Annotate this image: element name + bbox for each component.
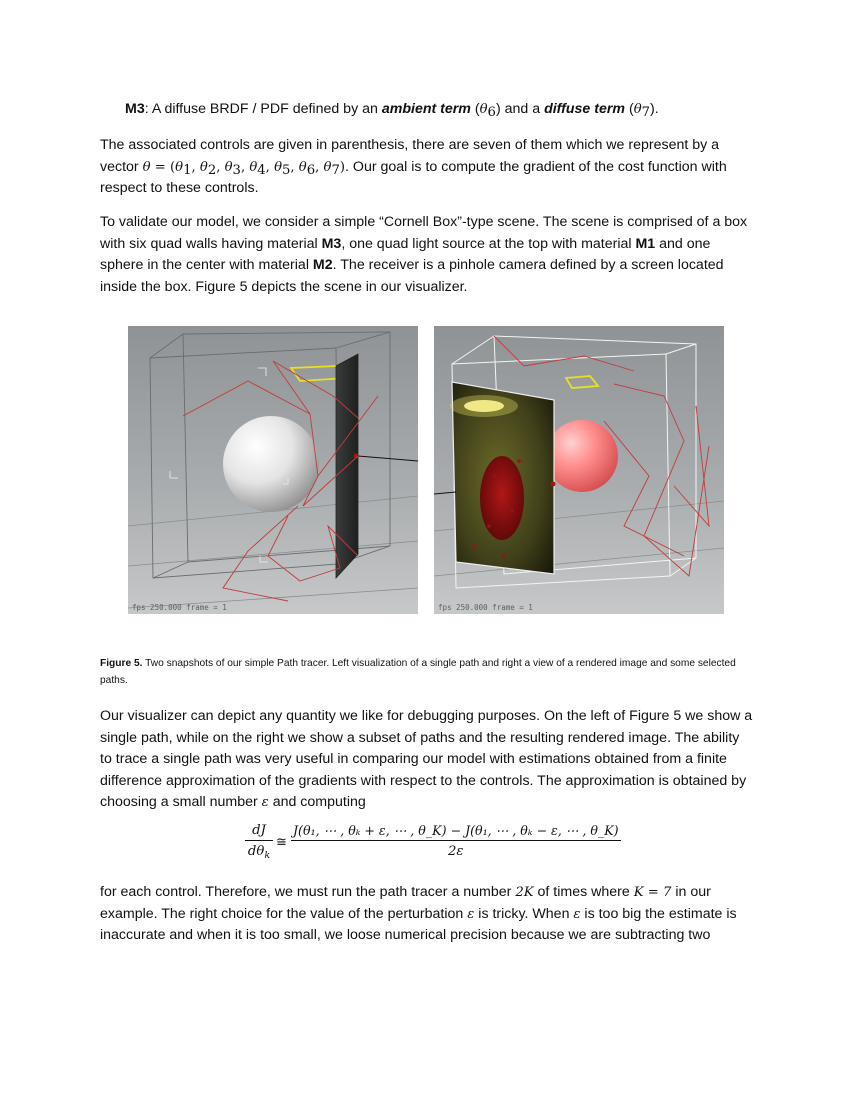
approx-sign: ≅ bbox=[276, 835, 288, 850]
left-status-text: fps 250.000 frame = 1 bbox=[132, 603, 227, 612]
figure-label: Figure 5. bbox=[100, 658, 143, 669]
left-render-snapshot bbox=[128, 326, 418, 614]
equation-rhs: J(θ₁, ⋯ , θₖ + ε, ⋯ , θ_K) − J(θ₁, ⋯ , θₖ − ε, ⋯ , θ_K) 2ε bbox=[293, 823, 619, 859]
each-control-paragraph: for each control. Therefore, we must run the path tracer a number 2K of times where K = 7 in our example. The right choice for the value of the perturbation ε is tricky. When ε is too big the estimate is inaccurate and when it is too small, we loose numerical precision because we are subtracting two bbox=[100, 884, 737, 943]
right-scene bbox=[434, 326, 724, 614]
diffuse-term: diffuse term bbox=[544, 101, 626, 117]
validate-paragraph: To validate our model, we consider a simple “Cornell Box”-type scene. The scene is comprised of a box with six quad walls having material M3, one quad light source at the top with material M1 and one sphere in the center with material M2. The receiver is a pinhole camera defined by a screen located inside the box. Figure 5 depicts the scene in our visualizer. bbox=[100, 214, 748, 295]
figure-caption: Figure 5. Two snapshots of our simple Path tracer. Left visualization of a single path and right a view of a rendered image and some selected paths. bbox=[100, 658, 736, 686]
ambient-term: ambient term bbox=[381, 101, 471, 117]
equation-lhs: dJ $d\theta_k$ bbox=[245, 823, 273, 859]
m3-label: M3 bbox=[125, 101, 145, 117]
right-status-text: fps 250.000 frame = 1 bbox=[438, 603, 533, 612]
left-scene bbox=[128, 326, 418, 614]
controls-paragraph: The associated controls are given in parenthesis, there are seven of them which we represent by a vector $\theta = (\theta_1$, $\theta_2$, $\theta_3$, $\theta_4$, $\theta_5$, $\theta_6$, $\theta_7$). Our goal is to compute the gradient of the cost function with respect to these controls. bbox=[100, 137, 727, 196]
right-render-snapshot bbox=[434, 326, 724, 614]
m3-definition: M3: A diffuse BRDF / PDF defined by an ambient term $(\theta_6)$ and a diffuse term $(\theta_7)$. bbox=[125, 101, 659, 120]
visualizer-paragraph: Our visualizer can depict any quantity we like for debugging purposes. On the left of Figure 5 we show a single path, while on the right we show a subset of paths and the resulting rendered image. The ability to trace a single path was very useful in comparing our model with estimations obtained from a finite difference approximation of the gradients with respect to the controls. The approximation is obtained by choosing a small number ε and computing bbox=[100, 708, 753, 810]
